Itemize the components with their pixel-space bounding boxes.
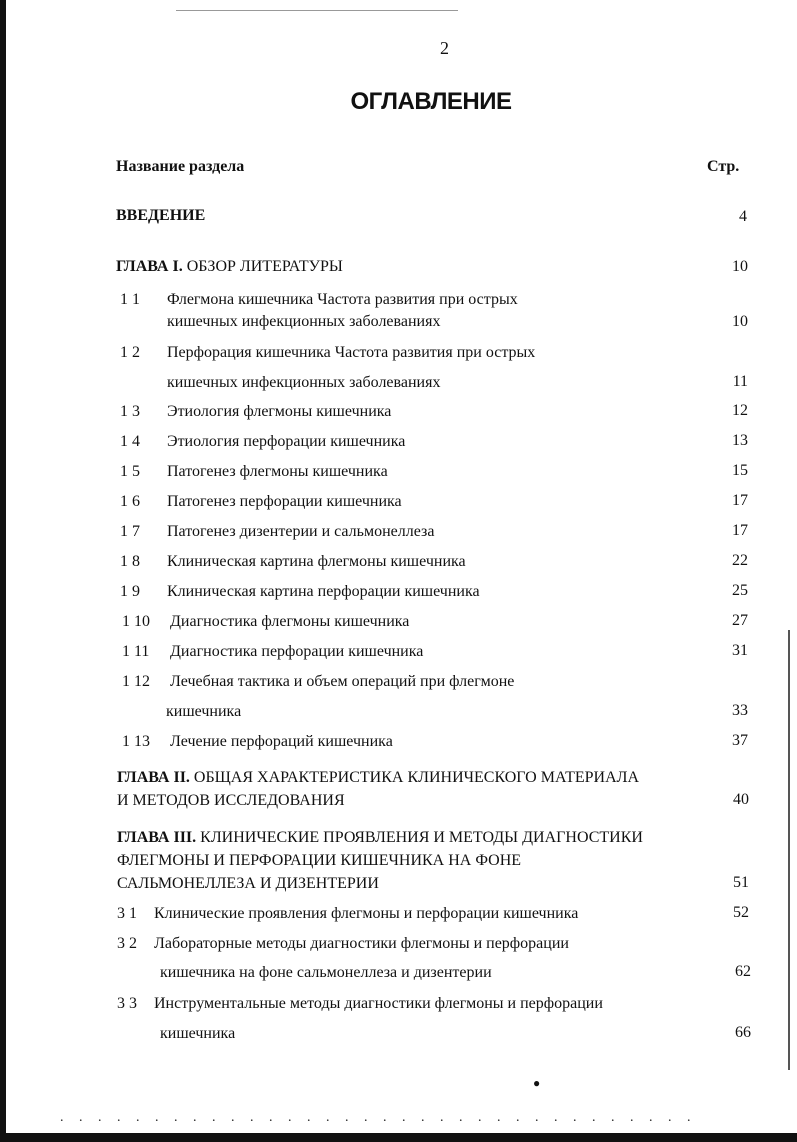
toc-item-title: Этиология флегмоны кишечника [167, 403, 392, 420]
page-column-header: Стр. [707, 158, 740, 175]
toc-chapter3-title-cont: ФЛЕГМОНЫ И ПЕРФОРАЦИИ КИШЕЧНИКА НА ФОНЕ [117, 852, 522, 869]
toc-chapter3-title: КЛИНИЧЕСКИЕ ПРОЯВЛЕНИЯ И МЕТОДЫ ДИАГНОСТИКИ [200, 829, 643, 846]
toc-item-page: 17 [732, 522, 748, 539]
toc-item-page: 27 [732, 612, 748, 629]
toc-item-num: 1 11 [122, 643, 150, 660]
scan-speck: ● [533, 1076, 541, 1090]
scan-top-mark [176, 10, 458, 11]
toc-item-title: Лечение перфораций кишечника [170, 733, 393, 750]
toc-item-title: Флегмона кишечника Частота развития при острых [167, 291, 518, 308]
toc-item-title: Перфорация кишечника Частота развития при острых [167, 344, 536, 361]
toc-item-num: 1 12 [122, 673, 150, 690]
toc-item-page: 52 [733, 904, 749, 921]
toc-item-num: 3 2 [117, 935, 137, 952]
scan-edge-bottom [0, 1133, 797, 1142]
toc-chapter2-prefix: ГЛАВА II. [117, 769, 190, 786]
toc-item-title: Патогенез перфорации кишечника [167, 493, 402, 510]
toc-item-page: 33 [732, 702, 748, 719]
toc-item-page: 17 [732, 492, 748, 509]
toc-chapter3-page: 51 [733, 874, 749, 891]
toc-chapter3-title-cont: САЛЬМОНЕЛЛЕЗА И ДИЗЕНТЕРИИ [117, 875, 379, 892]
scan-edge-left [0, 0, 6, 1142]
toc-chapter1-prefix: ГЛАВА I. [116, 258, 183, 275]
toc-item-num: 1 5 [120, 463, 140, 480]
toc-item-title-cont: кишечных инфекционных заболеваниях [167, 313, 441, 330]
section-column-header: Название раздела [116, 158, 245, 175]
toc-item-title: Инструментальные методы диагностики флегмоны и перфорации [154, 995, 603, 1012]
toc-item-page: 22 [732, 552, 748, 569]
toc-item-page: 31 [732, 642, 748, 659]
toc-item-page: 13 [732, 432, 748, 449]
toc-item-num: 1 6 [120, 493, 140, 510]
toc-item-title: Клиническая картина перфорации кишечника [167, 583, 480, 600]
toc-item-page: 15 [732, 462, 748, 479]
toc-item-page: 62 [735, 963, 751, 980]
toc-item-title: Диагностика флегмоны кишечника [170, 613, 410, 630]
toc-item-num: 3 1 [117, 905, 137, 922]
toc-intro-page: 4 [739, 208, 747, 225]
toc-item-title: Лабораторные методы диагностики флегмоны и перфорации [154, 935, 569, 952]
toc-item-title: Патогенез дизентерии и сальмонеллеза [167, 523, 435, 540]
toc-item-num: 1 7 [120, 523, 140, 540]
toc-item-num: 1 2 [120, 344, 140, 361]
toc-chapter2-heading [117, 768, 639, 788]
toc-item-num: 1 4 [120, 433, 140, 450]
scan-edge-right [788, 630, 790, 1070]
toc-chapter1-heading [116, 257, 343, 277]
toc-item-page: 25 [732, 582, 748, 599]
toc-chapter2-title: ОБЩАЯ ХАРАКТЕРИСТИКА КЛИНИЧЕСКОГО МАТЕРИАЛА [193, 769, 640, 786]
toc-chapter1-page: 10 [732, 258, 748, 275]
toc-chapter3-prefix: ГЛАВА III. [117, 829, 197, 846]
toc-item-num: 1 10 [122, 613, 150, 630]
toc-item-page: 37 [732, 732, 748, 749]
toc-item-page: 11 [732, 373, 748, 390]
toc-item-page: 10 [732, 313, 748, 330]
page-title: ОГЛАВЛЕНИЕ [350, 88, 512, 115]
toc-chapter1-title: ОБЗОР ЛИТЕРАТУРЫ [186, 258, 343, 275]
scan-dots: . . . . . . . . . . . . . . . . . . . . . . . . . . . . . . . . . . [60, 1110, 697, 1125]
toc-item-num: 1 9 [120, 583, 140, 600]
toc-item-title: Клиническая картина флегмоны кишечника [167, 553, 466, 570]
toc-item-title: Диагностика перфорации кишечника [170, 643, 424, 660]
toc-item-page: 12 [732, 402, 748, 419]
toc-item-num: 3 3 [117, 995, 137, 1012]
toc-item-title: Клинические проявления флегмоны и перфорации кишечника [154, 905, 579, 922]
toc-item-page: 66 [735, 1024, 751, 1041]
toc-item-title: Патогенез флегмоны кишечника [167, 463, 388, 480]
toc-item-num: 1 1 [120, 291, 140, 308]
toc-item-title-cont: кишечника [166, 703, 242, 720]
toc-item-title-cont: кишечника на фоне сальмонеллеза и дизентерии [160, 964, 492, 981]
toc-item-num: 1 3 [120, 403, 140, 420]
toc-chapter3-heading [117, 828, 643, 848]
toc-intro-title: ВВЕДЕНИЕ [116, 207, 206, 224]
toc-item-title: Этиология перфорации кишечника [167, 433, 406, 450]
toc-chapter2-page: 40 [733, 791, 749, 808]
toc-item-num: 1 8 [120, 553, 140, 570]
toc-item-num: 1 13 [122, 733, 150, 750]
toc-chapter2-title-cont: И МЕТОДОВ ИССЛЕДОВАНИЯ [117, 792, 345, 809]
toc-item-title-cont: кишечника [160, 1025, 236, 1042]
toc-item-title: Лечебная тактика и объем операций при флегмоне [170, 673, 515, 690]
toc-item-title-cont: кишечных инфекционных заболеваниях [167, 374, 441, 391]
page-number: 2 [440, 38, 449, 58]
